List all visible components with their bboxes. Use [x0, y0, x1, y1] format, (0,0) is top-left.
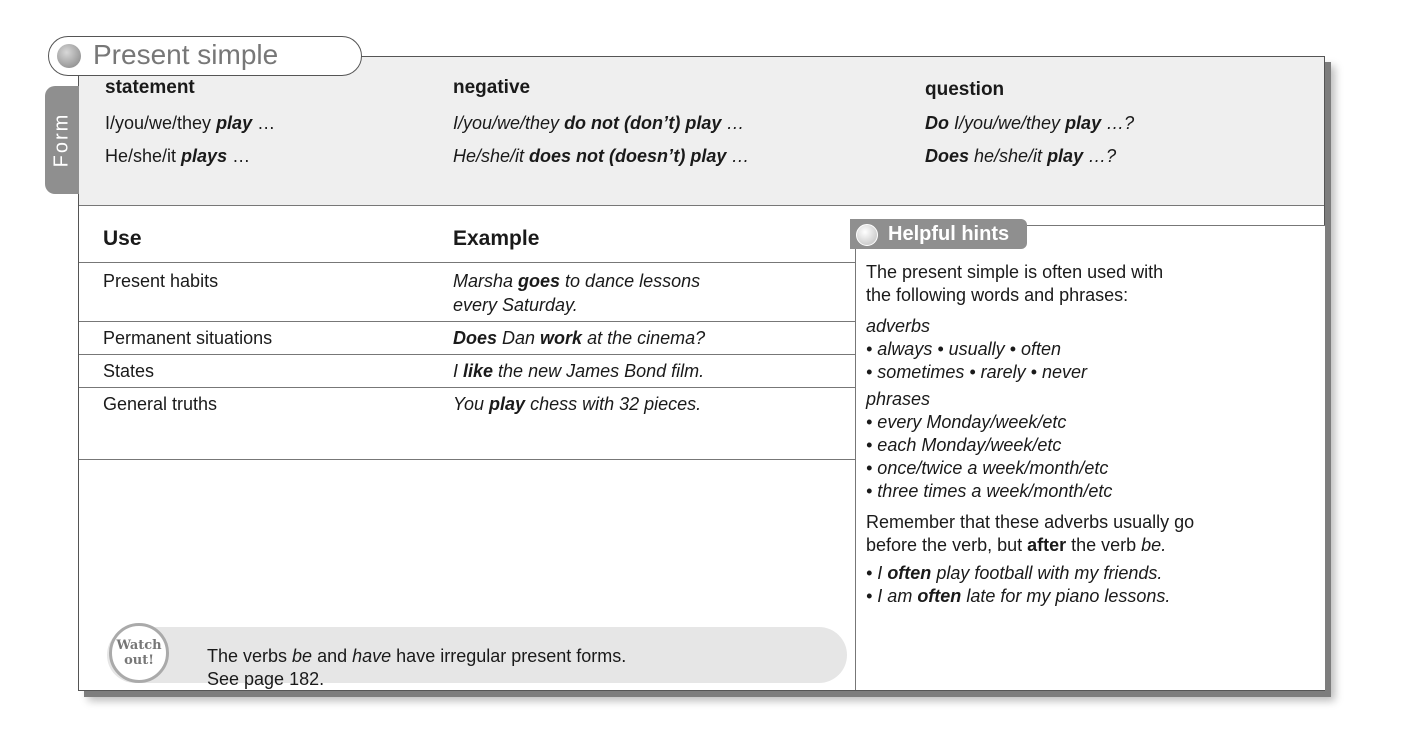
- question-header: question: [925, 79, 1005, 100]
- watch-out-text: The verbs be and have have irregular present forms. See page 182.: [207, 646, 627, 689]
- phrase-item: • once/twice a week/month/etc: [866, 458, 1109, 478]
- example-header: Example: [453, 227, 540, 250]
- remember-line-2: before the verb, but after the verb be.: [866, 535, 1167, 555]
- watch-out-badge: [109, 623, 169, 683]
- header-divider: [79, 262, 856, 263]
- bullet-dot-icon: [856, 224, 878, 246]
- statement-line-2: He/she/it plays …: [105, 146, 251, 166]
- phrase-item: • each Monday/week/etc: [866, 435, 1062, 455]
- statement-header: statement: [105, 77, 195, 98]
- remember-line-1: Remember that these adverbs usually go: [866, 512, 1195, 532]
- negative-line-2: He/she/it does not (doesn’t) play …: [453, 146, 750, 166]
- use-cell-3: States: [103, 361, 155, 381]
- row-divider: [79, 354, 856, 355]
- section-title-pill: [48, 36, 362, 76]
- row-divider: [79, 321, 856, 322]
- example-cell-3: I like the new James Bond film.: [453, 361, 705, 381]
- use-header: Use: [103, 227, 142, 250]
- grammar-box: [78, 56, 1325, 691]
- use-cell-4: General truths: [103, 394, 218, 414]
- phrase-item: • every Monday/week/etc: [866, 412, 1067, 432]
- row-divider: [79, 387, 856, 388]
- use-cell-1: Present habits: [103, 271, 219, 291]
- phrases-label: phrases: [866, 389, 931, 409]
- form-tab: [45, 86, 79, 194]
- statement-line-1: I/you/we/they play …: [105, 113, 276, 133]
- form-section: [79, 57, 1324, 206]
- phrase-item: • three times a week/month/etc: [866, 481, 1113, 501]
- adverbs-line-2: • sometimes • rarely • never: [866, 362, 1087, 382]
- watch-out-badge-line-2: out!: [124, 653, 154, 668]
- watch-out-badge-line-1: Watch: [116, 638, 162, 653]
- use-cell-2: Permanent situations: [103, 328, 273, 348]
- example-cell-2: Does Dan work at the cinema?: [453, 328, 706, 348]
- form-tab-label: Form: [50, 112, 73, 168]
- hints-intro-2: the following words and phrases:: [866, 285, 1129, 305]
- question-line-1: Do I/you/we/they play …?: [925, 113, 1135, 133]
- table-bottom-divider: [79, 459, 856, 460]
- bullet-dot-icon: [57, 44, 81, 68]
- section-title: Present simple: [93, 39, 279, 70]
- hint-example-2: • I am often late for my piano lessons.: [866, 586, 1171, 606]
- helpful-hints-panel: [855, 225, 1325, 690]
- adverbs-label: adverbs: [866, 316, 931, 336]
- adverbs-line-1: • always • usually • often: [866, 339, 1061, 359]
- question-line-2: Does he/she/it play …?: [925, 146, 1117, 166]
- negative-header: negative: [453, 77, 531, 98]
- hint-example-1: • I often play football with my friends.: [866, 563, 1163, 583]
- example-cell-1: Marsha goes to dance lessons every Saturday.: [453, 271, 701, 315]
- helpful-hints-title: Helpful hints: [850, 219, 1027, 249]
- hints-intro-1: The present simple is often used with: [866, 262, 1164, 282]
- example-cell-4: You play chess with 32 pieces.: [453, 394, 702, 414]
- negative-line-1: I/you/we/they do not (don’t) play …: [453, 113, 745, 133]
